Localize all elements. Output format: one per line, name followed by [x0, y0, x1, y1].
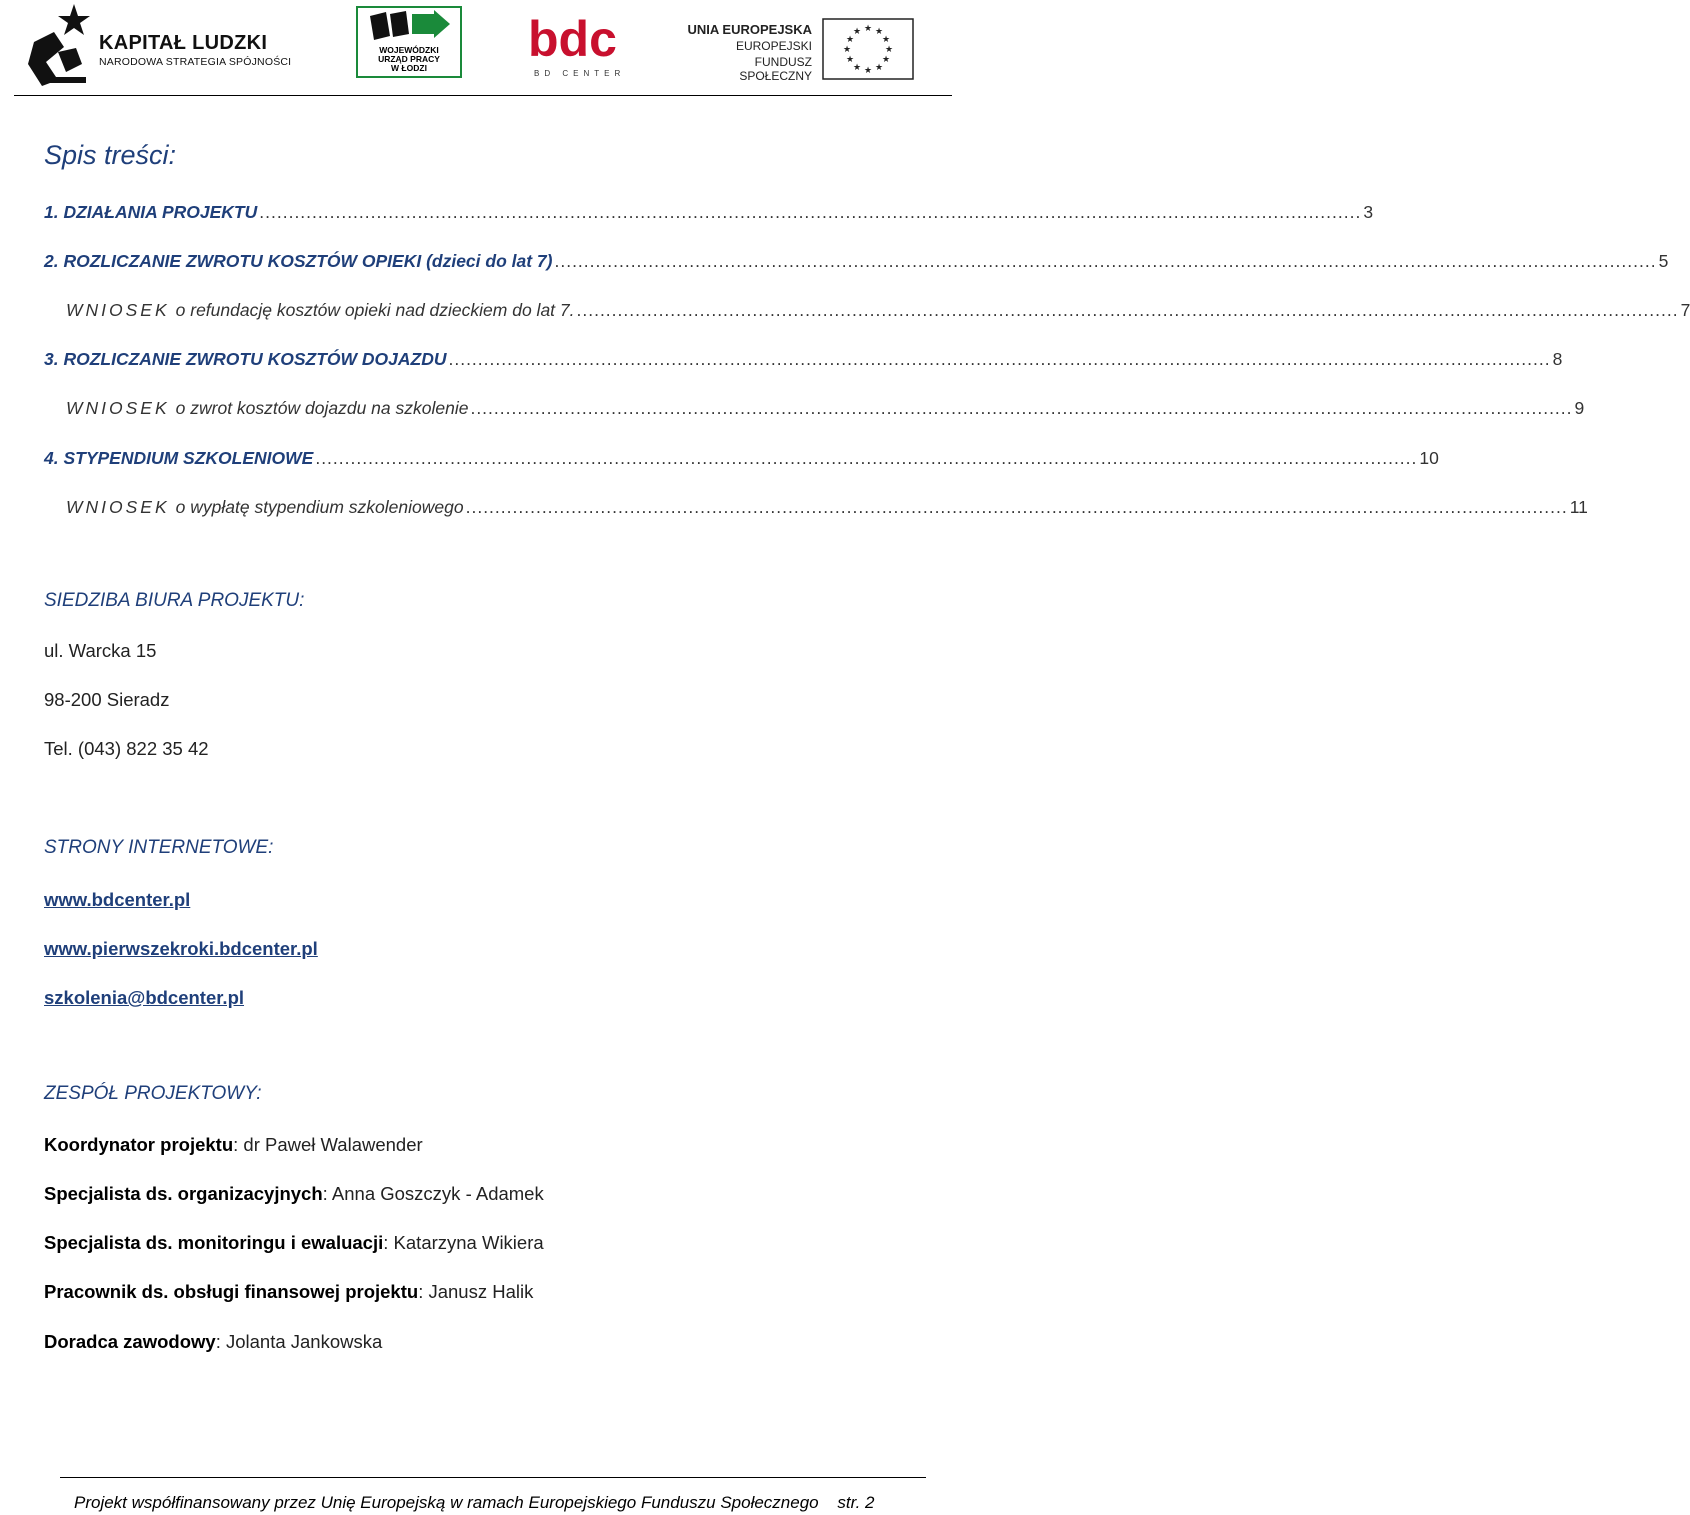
toc-page-number: 11	[1569, 497, 1588, 517]
toc-keyword: WNIOSEK	[66, 398, 170, 418]
toc-page-number: 5	[1658, 251, 1669, 271]
footer-divider	[60, 1477, 926, 1478]
toc-leader: ............................................................................................................................................................................................	[448, 349, 1551, 369]
toc-entry-2[interactable]	[44, 251, 1669, 272]
svg-text:★: ★	[881, 55, 891, 65]
eu-fund-line-2: FUNDUSZ SPOŁECZNY	[739, 55, 812, 83]
link-pierwszekroki[interactable]: www.pierwszekroki.bdcenter.pl	[44, 938, 318, 959]
team-member: Specjalista ds. monitoringu i ewaluacji: Katarzyna Wikiera	[44, 1232, 544, 1253]
toc-entry-text: 2. ROZLICZANIE ZWROTU KOSZTÓW OPIEKI (dzieci do lat 7)	[44, 251, 553, 271]
toc-page-number: 7	[1680, 300, 1690, 320]
bdc-wordmark-icon	[526, 8, 626, 68]
svg-text:★: ★	[863, 24, 873, 34]
team-member: Pracownik ds. obsługi finansowej projektu: Janusz Halik	[44, 1281, 534, 1302]
team-role: Koordynator projektu	[44, 1134, 234, 1155]
toc-entry-text: 1. DZIAŁANIA PROJEKTU	[44, 202, 258, 222]
bdc-subtitle: BD CENTER	[534, 69, 626, 78]
team-heading: ZESPÓŁ PROJEKTOWY:	[44, 1083, 262, 1104]
toc-entry-4[interactable]	[44, 349, 1563, 370]
svg-text:★: ★	[884, 45, 894, 55]
office-phone: Tel. (043) 822 35 42	[44, 738, 209, 759]
toc-page-number: 9	[1574, 398, 1585, 418]
svg-text:★: ★	[874, 63, 884, 73]
toc-entry-text: 4. STYPENDIUM SZKOLENIOWE	[44, 448, 314, 468]
team-role: Specjalista ds. monitoringu i ewaluacji	[44, 1232, 384, 1253]
svg-text:★: ★	[842, 45, 852, 55]
link-bdcenter[interactable]: www.bdcenter.pl	[44, 889, 191, 910]
eu-logo	[684, 18, 916, 83]
team-role: Doradca zawodowy	[44, 1331, 216, 1352]
bdc-logo	[526, 8, 626, 82]
team-name: Jolanta Jankowska	[225, 1331, 383, 1352]
toc-leader: ............................................................................................................................................................................................	[315, 448, 1418, 468]
team-member: Doradca zawodowy: Jolanta Jankowska	[44, 1331, 383, 1352]
team-member: Specjalista ds. organizacyjnych: Anna Goszczyk - Adamek	[44, 1183, 544, 1204]
wup-line-1: WOJEWÓDZKI	[379, 45, 439, 55]
toc-entry-text: 3. ROZLICZANIE ZWROTU KOSZTÓW DOJAZDU	[44, 349, 447, 369]
office-city: 98-200 Sieradz	[44, 689, 170, 710]
team-name: Katarzyna Wikiera	[393, 1232, 544, 1253]
web-heading: STRONY INTERNETOWE:	[44, 837, 274, 858]
toc-title: Spis treści:	[44, 140, 177, 170]
eu-title: UNIA EUROPEJSKA	[687, 22, 812, 37]
email-link[interactable]: szkolenia@bdcenter.pl	[44, 987, 245, 1008]
team-member: Koordynator projektu: dr Paweł Walawender	[44, 1134, 423, 1155]
office-street: ul. Warcka 15	[44, 640, 157, 661]
wup-line-3: W ŁODZI	[391, 63, 427, 73]
toc-entry-description: o zwrot kosztów dojazdu na szkolenie	[175, 398, 469, 418]
svg-text:★: ★	[874, 27, 884, 37]
kapital-ludzki-title: KAPITAŁ LUDZKI	[99, 32, 268, 54]
toc-page-number: 10	[1419, 448, 1439, 468]
page-footer	[74, 1493, 875, 1513]
wup-label	[368, 46, 450, 73]
svg-text:★: ★	[845, 55, 855, 65]
svg-text:★: ★	[852, 27, 862, 37]
toc-keyword: WNIOSEK	[66, 300, 170, 320]
toc-entry-5[interactable]	[66, 398, 1585, 419]
team-name: dr Paweł Walawender	[243, 1134, 423, 1155]
wup-line-2: URZĄD PRACY	[378, 54, 440, 64]
page-number: str. 2	[837, 1493, 875, 1512]
bdc-brand-text: bdc	[528, 11, 617, 67]
toc-leader: ............................................................................................................................................................................................	[470, 398, 1573, 418]
toc-leader: ............................................................................................................................................................................................	[576, 300, 1679, 320]
toc-leader: ............................................................................................................................................................................................	[465, 497, 1568, 517]
toc-entry-text	[66, 398, 468, 419]
svg-text:★: ★	[852, 63, 862, 73]
svg-text:★: ★	[881, 35, 891, 45]
page-header	[0, 0, 960, 96]
toc-entry-text	[66, 300, 575, 321]
wup-lodz-logo	[356, 6, 462, 78]
toc-leader: ............................................................................................................................................................................................	[259, 202, 1362, 222]
toc-entry-6[interactable]	[44, 448, 1439, 469]
eu-flag-icon	[822, 18, 914, 80]
toc-entry-description: o refundację kosztów opieki nad dzieckiem do lat 7.	[175, 300, 575, 320]
team-name: Anna Goszczyk - Adamek	[331, 1183, 544, 1204]
toc-keyword: WNIOSEK	[66, 497, 170, 517]
svg-text:★: ★	[845, 35, 855, 45]
eu-fund-line-1: EUROPEJSKI	[735, 39, 812, 53]
kapital-ludzki-logo	[24, 2, 294, 88]
kapital-ludzki-emblem-icon	[24, 2, 96, 88]
toc-entry-text	[66, 497, 464, 518]
footer-text: Projekt współfinansowany przez Unię Europejską w ramach Europejskiego Funduszu Społecznego	[74, 1493, 819, 1512]
toc-page-number: 3	[1363, 202, 1374, 222]
office-heading: SIEDZIBA BIURA PROJEKTU:	[44, 590, 305, 611]
toc-page-number: 8	[1552, 349, 1563, 369]
toc-entry-description: o wypłatę stypendium szkoleniowego	[175, 497, 464, 517]
toc-entry-1[interactable]	[44, 202, 1374, 223]
toc-leader: ............................................................................................................................................................................................	[554, 251, 1657, 271]
toc-entry-3[interactable]	[66, 300, 1690, 321]
toc-entry-7[interactable]	[66, 497, 1588, 518]
team-name: Janusz Halik	[428, 1281, 534, 1302]
kapital-ludzki-subtitle: NARODOWA STRATEGIA SPÓJNOŚCI	[99, 56, 292, 68]
team-role: Pracownik ds. obsługi finansowej projektu	[44, 1281, 419, 1302]
team-role: Specjalista ds. organizacyjnych	[44, 1183, 323, 1204]
header-divider	[14, 95, 952, 96]
svg-text:★: ★	[863, 66, 873, 76]
